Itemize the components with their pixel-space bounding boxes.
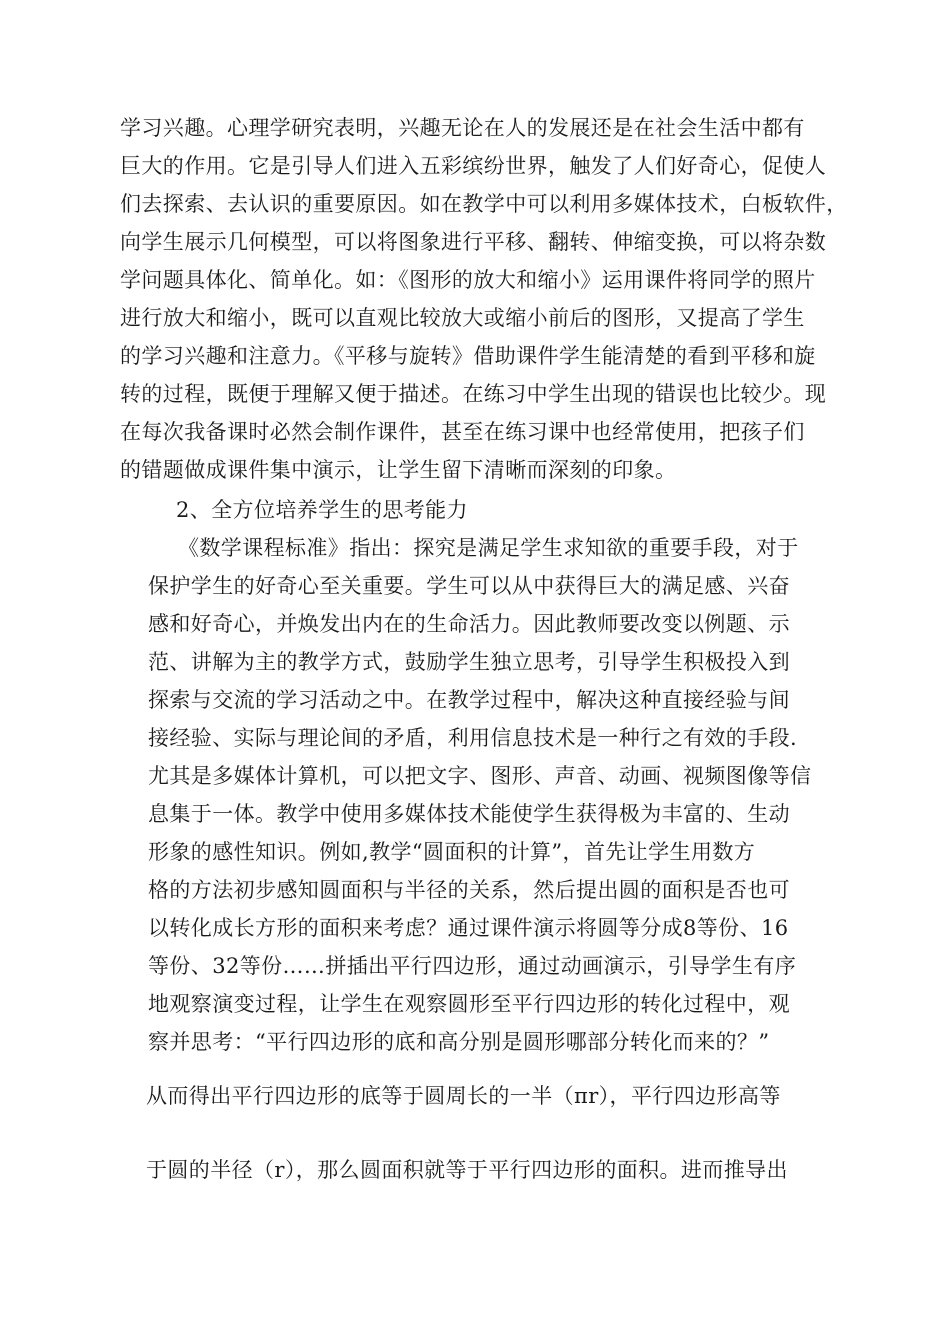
- paragraph-1-line: 学问题具体化、简单化。如：《图形的放大和缩小》运用课件将同学的照片: [120, 268, 816, 292]
- paragraph-2-line: 格的方法初步感知圆面积与半径的关系，然后提出圆的面积是否也可: [148, 878, 790, 902]
- paragraph-2-line: 察并思考：“平行四边形的底和高分别是圆形哪部分转化而来的？”: [148, 1030, 770, 1054]
- paragraph-2-line: 《数学课程标准》指出：探究是满足学生求知欲的重要手段，对于: [178, 536, 799, 560]
- paragraph-2-line: 保护学生的好奇心至关重要。学生可以从中获得巨大的满足感、兴奋: [148, 574, 790, 598]
- paragraph-3-line: 于圆的半径（r），那么圆面积就等于平行四边形的面积。进而推导出: [146, 1158, 788, 1182]
- paragraph-2-line: 探索与交流的学习活动之中。在教学过程中，解决这种直接经验与间: [148, 688, 790, 712]
- paragraph-3-line: 从而得出平行四边形的底等于圆周长的一半（πr），平行四边形高等: [146, 1084, 781, 1108]
- paragraph-1-line: 学习兴趣。心理学研究表明，兴趣无论在人的发展还是在社会生活中都有: [120, 116, 805, 140]
- paragraph-1-line: 向学生展示几何模型，可以将图象进行平移、翻转、伸缩变换，可以将杂数: [120, 230, 827, 254]
- paragraph-2-line: 地观察演变过程，让学生在观察圆形至平行四边形的转化过程中，观: [148, 992, 790, 1016]
- paragraph-1-line: 的错题做成课件集中演示，让学生留下清晰而深刻的印象。: [120, 458, 677, 482]
- paragraph-2-line: 感和好奇心，并焕发出内在的生命活力。因此教师要改变以例题、示: [148, 612, 790, 636]
- paragraph-1-line: 们去探索、去认识的重要原因。如在教学中可以利用多媒体技术，白板软件，: [120, 192, 848, 216]
- paragraph-2-line: 以转化成长方形的面积来考虑？通过课件演示将圆等分成8等份、16: [148, 916, 789, 940]
- paragraph-2-line: 范、讲解为主的教学方式，鼓励学生独立思考，引导学生积极投入到: [148, 650, 790, 674]
- paragraph-1-line: 巨大的作用。它是引导人们进入五彩缤纷世界，触发了人们好奇心，促使人: [120, 154, 827, 178]
- paragraph-1-line: 在每次我备课时必然会制作课件，甚至在练习课中也经常使用，把孩子们: [120, 420, 805, 444]
- paragraph-2-line: 息集于一体。教学中使用多媒体技术能使学生获得极为丰富的、生动: [148, 802, 790, 826]
- paragraph-2-line: 尤其是多媒体计算机，可以把文字、图形、声音、动画、视频图像等信: [148, 764, 812, 788]
- paragraph-1-line: 的学习兴趣和注意力。《平移与旋转》借助课件学生能清楚的看到平移和旋: [120, 344, 816, 368]
- paragraph-1-line: 进行放大和缩小，既可以直观比较放大或缩小前后的图形，又提高了学生: [120, 306, 805, 330]
- section-heading: 2、全方位培养学生的思考能力: [176, 498, 468, 522]
- paragraph-2-line: 等份、32等份……拼插出平行四边形，通过动画演示，引导学生有序: [148, 954, 797, 978]
- paragraph-1-line: 转的过程，既便于理解又便于描述。在练习中学生出现的错误也比较少。现: [120, 382, 827, 406]
- paragraph-2-line: 形象的感性知识。例如,教学“圆面积的计算”，首先让学生用数方: [148, 840, 756, 864]
- paragraph-2-line: 接经验、实际与理论间的矛盾，利用信息技术是一种行之有效的手段.: [148, 726, 798, 750]
